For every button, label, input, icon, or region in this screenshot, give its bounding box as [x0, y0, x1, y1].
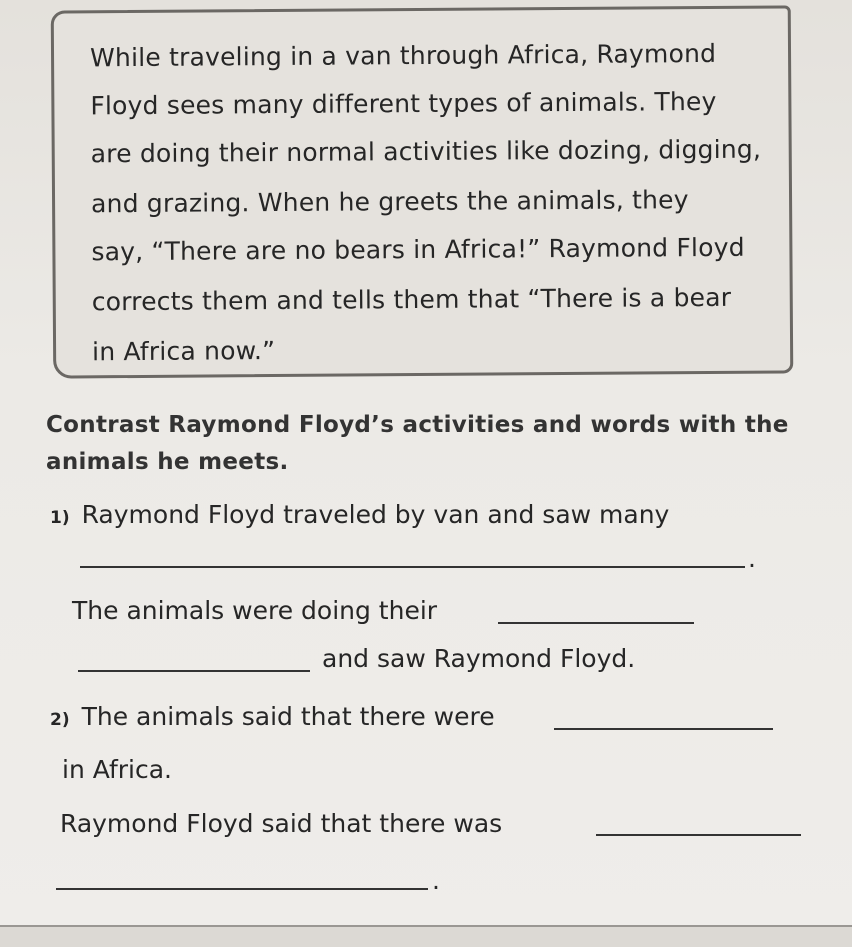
- item-1-line: and saw Raymond Floyd.: [322, 644, 636, 673]
- passage-line: say, “There are no bears in Africa!” Raymond Floyd: [91, 232, 745, 267]
- answer-blank[interactable]: [554, 728, 773, 730]
- passage-line: While traveling in a van through Africa, Raymond: [89, 38, 717, 73]
- passage-line: in Africa now.”: [92, 336, 276, 367]
- period: .: [432, 866, 440, 895]
- period: .: [748, 544, 756, 573]
- item-number: 1): [50, 508, 70, 528]
- item-number: 2): [50, 710, 70, 730]
- passage-line: and grazing. When he greets the animals, they: [90, 185, 689, 219]
- answer-blank[interactable]: [56, 888, 428, 890]
- passage-box: [51, 5, 794, 378]
- item-2-line: [50, 702, 495, 731]
- question-prompt: animals he meets.: [46, 449, 289, 475]
- item-2-line: in Africa.: [62, 755, 172, 784]
- item-2-text: The animals said that there were: [81, 702, 495, 731]
- question-prompt: Contrast Raymond Floyd’s activities and words with the: [46, 412, 789, 438]
- answer-blank[interactable]: [498, 622, 694, 624]
- answer-blank[interactable]: [596, 834, 801, 836]
- passage-line: corrects them and tells them that “There is a bear: [91, 282, 732, 317]
- item-1-text: The animals were doing their: [72, 596, 438, 625]
- page-bottom-edge: [0, 925, 852, 947]
- item-1-line: [72, 596, 437, 625]
- item-1-text: Raymond Floyd traveled by van and saw many: [81, 500, 670, 529]
- answer-blank[interactable]: [80, 566, 745, 568]
- answer-blank[interactable]: [78, 670, 310, 672]
- passage-line: are doing their normal activities like dozing, digging,: [90, 134, 762, 169]
- passage-line: Floyd sees many different types of animals. They: [90, 86, 717, 121]
- item-2-line: Raymond Floyd said that there was: [60, 809, 503, 838]
- item-1-line: [50, 500, 669, 529]
